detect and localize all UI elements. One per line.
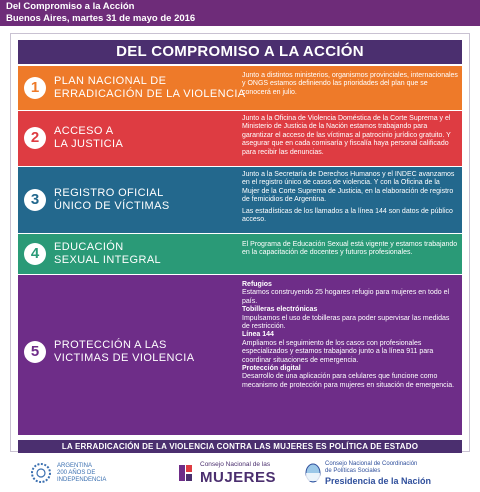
presidencia-logo: Consejo Nacional de Coordinación de Políticas Sociales Presidencia de la Nación [305,456,475,492]
row-proteccion-victimas [18,275,462,435]
row-description: Junto a la Oficina de Violencia Doméstica de la Corte Suprema y el Ministerio de Justicia de la Nación estamos trabajando para garantizar el acceso de las víctimas al patrocinio jurídico gratuito. Y asegurar que en cada comisaría y fiscalía haya personal calificado para recibir las denuncias. [242,115,451,156]
row-number-3: 3 [24,189,46,211]
policy-banner: LA ERRADICACIÓN DE LA VIOLENCIA CONTRA LAS MUJERES ES POLÍTICA DE ESTADO [18,440,462,453]
consejo-mujeres-logo: Consejo Nacional de las MUJERES [178,456,308,492]
row-acceso-justicia [18,111,462,166]
document-header [0,0,480,26]
row-title: REGISTRO OFICIAL ÚNICO DE VÍCTIMAS [54,187,170,212]
row-registro-oficial [18,167,462,233]
row-title: PLAN NACIONAL DE ERRADICACIÓN DE LA VIOLENCIA [54,75,246,100]
item-text: Estamos construyendo 25 hogares refugio para mujeres en todo el país. [242,289,450,305]
bicentenario-logo: ARGENTINA 200 AÑOS DE INDEPENDENCIA [30,456,170,492]
sun-emblem-icon [30,462,52,484]
row-plan-nacional [18,66,462,110]
row-description: El Programa de Educación Sexual está vigente y estamos trabajando en la capacitación de docentes y futuros profesionales. [242,241,458,257]
item-heading: Refugios [242,281,272,288]
row-description [242,281,458,390]
mujeres-emblem-icon [178,462,196,484]
row-number-5: 5 [24,341,46,363]
row-title: EDUCACIÓN SEXUAL INTEGRAL [54,241,162,266]
header-date: Buenos Aires, martes 31 de mayo de 2016 [6,13,196,24]
item-text: Impulsamos el uso de tobilleras para poder supervisar las medidas de restricción. [242,314,450,331]
item-heading: Tobilleras electrónicas [242,306,318,314]
item-text: Ampliamos el seguimiento de los casos con profesionales especializados y estamos trabajando junto a la línea 911 para coordinar situaciones de emergencia. [242,339,434,364]
header-title: Del Compromiso a la Acción [6,1,135,12]
row-number-1: 1 [24,77,46,99]
row-educacion-sexual [18,234,462,274]
row-description: Junto a distintos ministerios, organismos provinciales, internacionales y ONGS estamos definiendo las prioridades del plan que se conocerá en julio. [242,72,458,96]
row-number-2: 2 [24,127,46,149]
item-text: Desarrollo de una aplicación para celulares que funcione como mecanismo de protección para mujeres en situación de emergencia. [242,373,455,389]
row-title: ACCESO A LA JUSTICIA [54,125,124,150]
item-heading: Línea 144 [242,331,274,339]
item-heading: Protección digital [242,365,301,373]
row-description: Junto a la Secretaría de Derechos Humanos y el INDEC avanzamos en el registro único de casos de violencia. Y con la Oficina de la Mujer de la Corte Suprema de Justicia, en la elaboración de registro de femicidios de Argentina. Las estadísticas de los llamados a la línea 144 son datos de público acceso. [242,171,455,224]
row-number-4: 4 [24,243,46,265]
national-shield-icon [305,462,321,484]
row-title: PROTECCIÓN A LAS VICTIMAS DE VIOLENCIA [54,339,195,364]
infographic-title: DEL COMPROMISO A LA ACCIÓN [18,40,462,64]
